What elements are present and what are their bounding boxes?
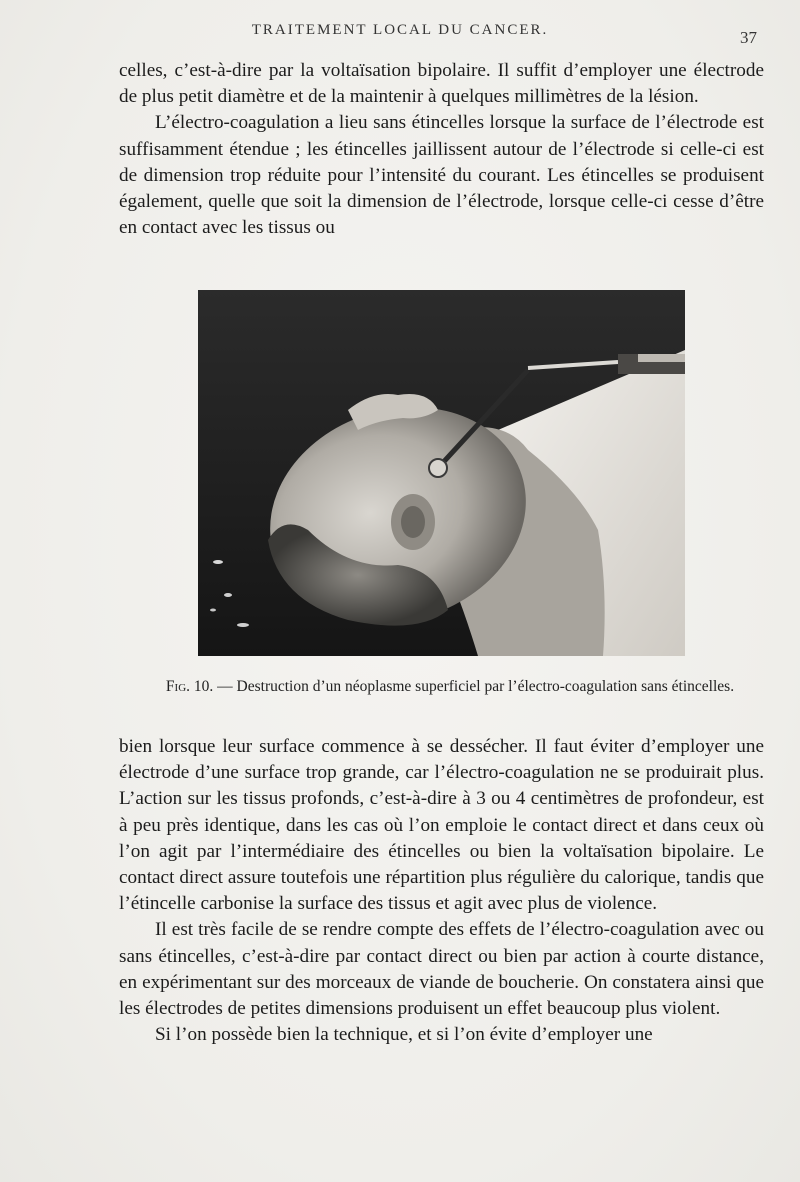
figure-caption <box>160 676 740 697</box>
paragraph-experiment: Il est très facile de se rendre compte des effets de l’électro-coagulation avec ou sans étincelles, c’est-à-dire par contact direct ou bien par action à courte distance, en expérimentant sur des morceaux de viande de boucherie. On constatera ainsi que les électrodes de petites dimensions produisent un effet beaucoup plus violent. <box>119 919 764 1020</box>
paragraph-surface: bien lorsque leur surface commence à se dessécher. Il faut éviter d’employer une électrode d’une surface trop grande, car l’électro-coagulation ne se produirait plus. L’action sur les tissus profonds, c’est-à-dire à 3 ou 4 centimètres de profondeur, est à peu près identique, dans les cas où l’on emploie le contact direct et dans ceux où l’on agit par l’intermédiaire des étincelles ou bien la voltaïsation bipolaire. Le contact direct assure toutefois une répartition plus régulière du calorique, tandis que l’étincelle carbonise la surface des tissus et agit avec plus de violence. <box>119 736 764 915</box>
running-title: TRAITEMENT LOCAL DU CANCER. <box>251 22 549 38</box>
patient-treatment-photo <box>198 290 685 656</box>
figure-caption-text: — Destruction d’un néoplasme superficiel par l’électro-coagulation sans étincelles. <box>213 678 735 695</box>
figure-label: Fig. 10. <box>165 678 214 695</box>
text-block-top <box>119 58 764 241</box>
page-number: 37 <box>740 28 757 47</box>
figure-photograph <box>198 290 685 656</box>
paragraph-electro-coagulation: L’électro-coagulation a lieu sans étincelles lorsque la surface de l’électrode est suffisamment étendue ; les étincelles jaillissent autour de l’électrode si celle-ci est de dimension trop réduite pour l’intensité du courant. Les étincelles se produisent également, quelle que soit la dimension de l’électrode, lorsque celle-ci cesse d’être en contact avec les tissus ou <box>119 112 764 239</box>
text-block-bottom <box>119 734 764 1048</box>
paragraph-technique: Si l’on possède bien la technique, et si l’on évite d’employer une <box>155 1024 653 1046</box>
paragraph-continuation: celles, c’est-à-dire par la voltaïsation bipolaire. Il suffit d’employer une électrode de plus petit diamètre et de la maintenir à quelques millimètres de la lésion. <box>119 60 764 108</box>
